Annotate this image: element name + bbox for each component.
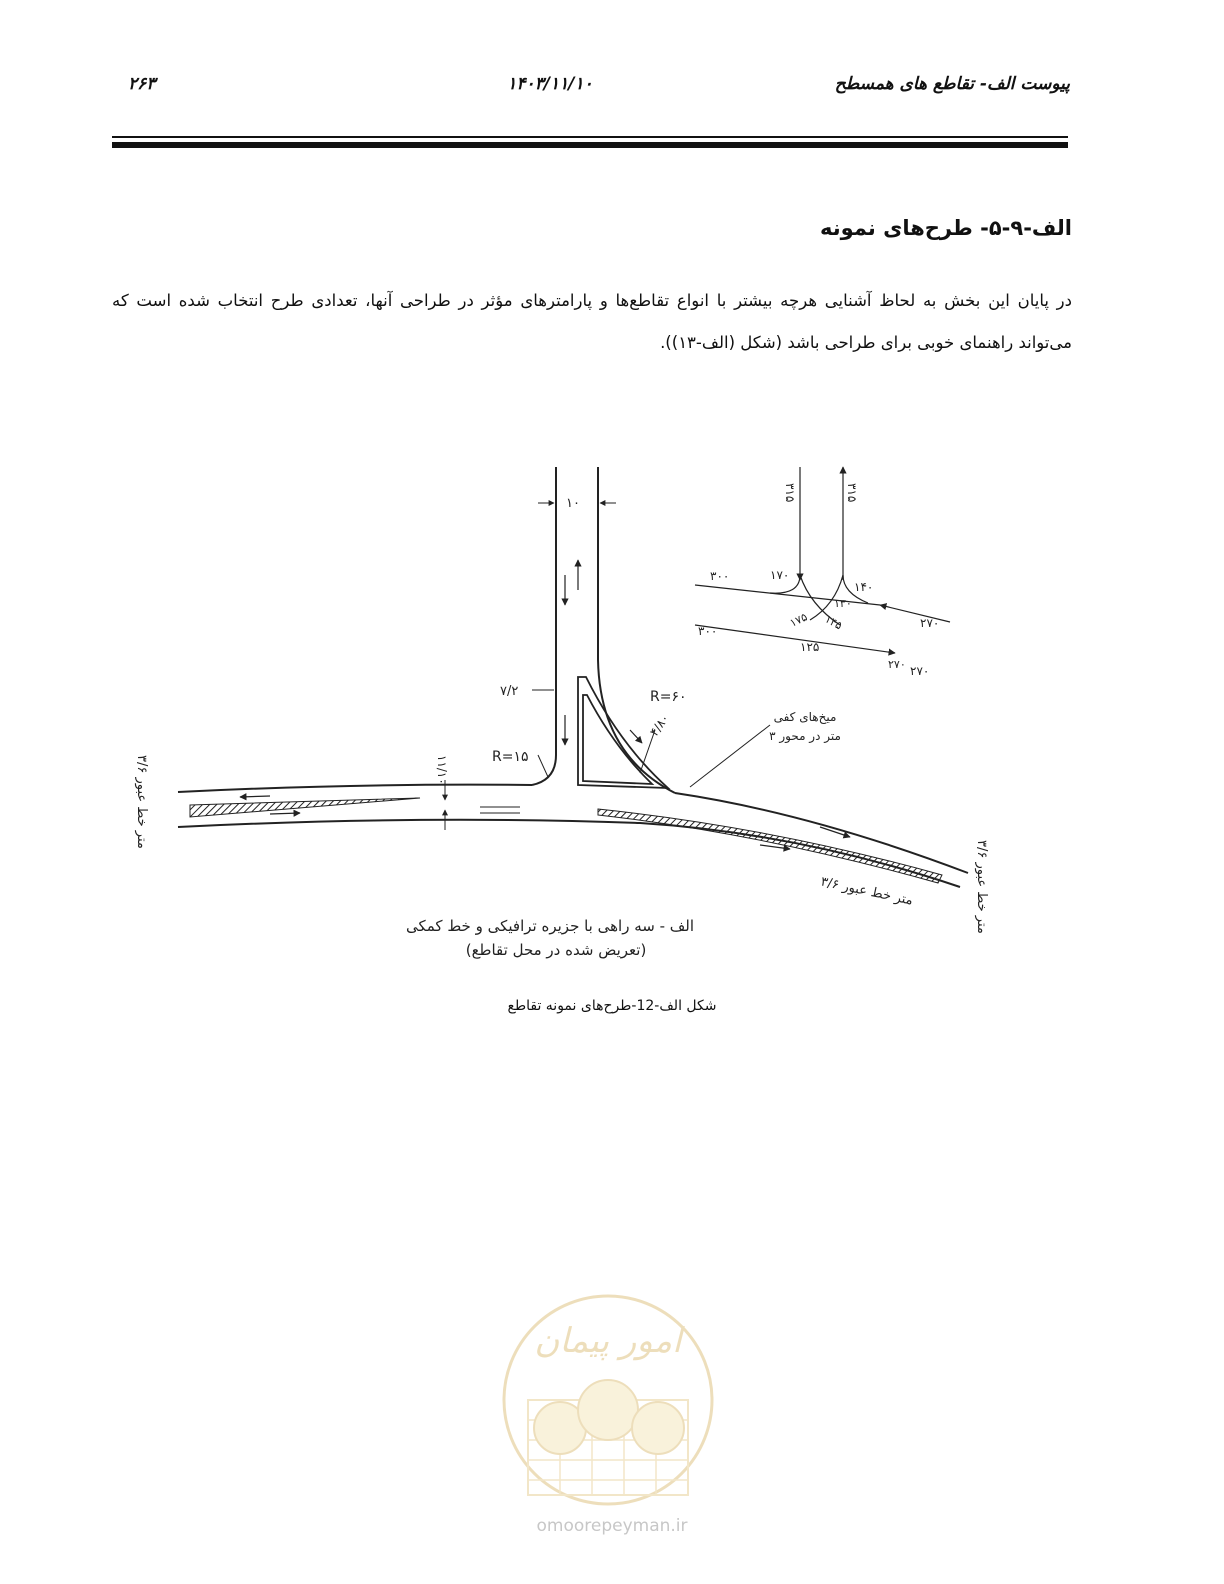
intersection-design-figure: [120, 455, 1060, 975]
studs-label-1: میخ‌های کفی: [773, 710, 837, 724]
section-heading: الف-۹-۵- طرح‌های نمونه: [820, 216, 1072, 240]
flow-in-bottom: ۳۰۰: [698, 624, 718, 638]
traffic-flow-diagram: [695, 467, 950, 653]
flow-v-left: ۳۱۵: [783, 483, 797, 503]
design-caption-line2: (تعریض شده در محل تقاطع): [465, 941, 647, 959]
dim-approach-width: ۷/۲: [500, 684, 519, 699]
figure-caption: شکل الف-12-طرح‌های نمونه تقاطع: [507, 998, 717, 1014]
lane-label-right-bottom: ۳/۶ متر خط عبور: [819, 874, 915, 909]
dim-median-width: ۱۱/۱۰: [435, 755, 449, 785]
radius-left-label: R=۱۵: [492, 749, 529, 765]
watermark-logo: [488, 1290, 728, 1510]
dimension-lines: [445, 503, 770, 830]
flow-turn-b: ۱۴۰: [854, 580, 874, 594]
page-number: ۲۶۳: [128, 74, 156, 94]
flow-out-bottom: ۲۷۰: [910, 664, 930, 678]
flow-turn-c: ۱۳۰: [834, 597, 852, 610]
flow-out-bottom-2: ۲۷۰: [888, 658, 906, 671]
flow-v-right: ۳۱۵: [845, 483, 859, 503]
minor-road: [532, 467, 675, 793]
flow-through: ۱۲۵: [800, 640, 820, 654]
island-offset-label: ۴/۸۰: [646, 711, 672, 739]
running-header-title: پیوست الف- تقاطع های همسطح: [834, 74, 1070, 94]
hatched-median-left: [190, 798, 420, 817]
flow-diag-a: ۱۷۵: [787, 610, 810, 630]
dim-road-width: ۱۰: [566, 496, 580, 511]
running-header-date: ۱۴۰۳/۱۱/۱۰: [507, 74, 593, 94]
radius-right-label: R=۶۰: [650, 689, 687, 705]
major-road: [178, 785, 968, 887]
design-caption-line1: الف - سه راهی با جزیره ترافیکی و خط کمکی: [405, 917, 695, 935]
flow-in-top: ۳۰۰: [710, 569, 730, 583]
flow-out-top: ۲۷۰: [920, 616, 940, 630]
header-rule-thick: [112, 142, 1068, 148]
watermark-logo-text: امور پیمان: [534, 1321, 682, 1361]
body-paragraph: در پایان این بخش به لحاظ آشنایی هرچه بیشتر با انواع تقاطع‌ها و پارامترهای مؤثر در طراحی آنها، تعدادی طرح انتخاب شده است که می‌تواند راهنمای خوبی برای طراحی باشد (شکل (الف-۱۳)).: [112, 291, 1072, 352]
flow-turn-a: ۱۷۰: [770, 568, 790, 582]
header-rule-thin: [112, 136, 1068, 138]
watermark-url: omoorepeyman.ir: [536, 1516, 688, 1536]
flow-diag-b: ۱۴۵: [822, 612, 845, 633]
studs-label-2: ۳ متر در محور: [769, 729, 841, 743]
lane-label-right-edge: ۳/۶ متر خط عبور: [974, 840, 989, 934]
lane-label-left: ۳/۶ متر خط عبور: [134, 755, 149, 849]
